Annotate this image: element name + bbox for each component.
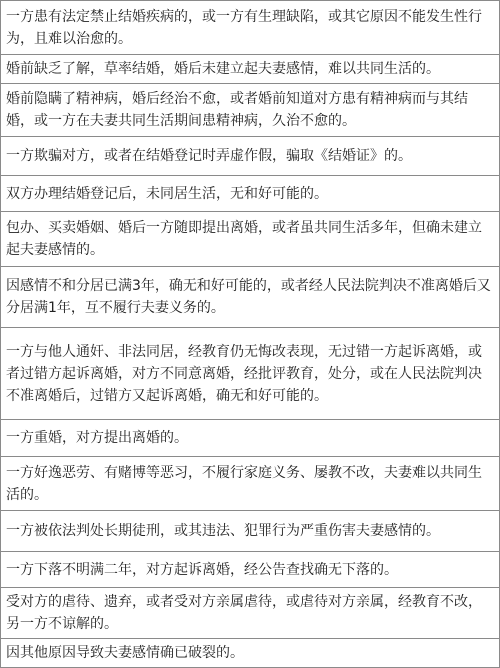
clause-cell: 因感情不和分居已满3年，确无和好可能的，或者经人民法院判决不准离婚后又分居满1年，互不履行夫妻义务的。 [1, 267, 500, 328]
table-row [1, 420, 500, 457]
table-row [1, 328, 500, 420]
table-row [1, 639, 500, 668]
table-row [1, 267, 500, 328]
table-row [1, 212, 500, 267]
clause-cell: 因其他原因导致夫妻感情确已破裂的。 [1, 639, 500, 668]
clause-cell: 一方重婚，对方提出离婚的。 [1, 420, 500, 457]
table-row [1, 588, 500, 639]
clause-cell: 双方办理结婚登记后，未同居生活，无和好可能的。 [1, 176, 500, 212]
clause-cell: 婚前隐瞒了精神病，婚后经治不愈，或者婚前知道对方患有精神病而与其结婚，或一方在夫妻共同生活期间患精神病，久治不愈的。 [1, 84, 500, 137]
table-row [1, 176, 500, 212]
clause-cell: 一方下落不明满二年，对方起诉离婚，经公告查找确无下落的。 [1, 552, 500, 588]
table-row [1, 1, 500, 55]
table-row [1, 511, 500, 552]
clause-cell: 婚前缺乏了解，草率结婚，婚后未建立起夫妻感情，难以共同生活的。 [1, 55, 500, 84]
table-row [1, 55, 500, 84]
clause-cell: 一方被依法判处长期徒刑，或其违法、犯罪行为严重伤害夫妻感情的。 [1, 511, 500, 552]
clause-cell: 一方患有法定禁止结婚疾病的，或一方有生理缺陷，或其它原因不能发生性行为，且难以治愈的。 [1, 1, 500, 55]
table-row [1, 457, 500, 511]
table-row [1, 84, 500, 137]
clause-cell: 受对方的虐待、遗弃，或者受对方亲属虐待，或虐待对方亲属，经教育不改，另一方不谅解的。 [1, 588, 500, 639]
table-row [1, 552, 500, 588]
clause-cell: 一方欺骗对方，或者在结婚登记时弄虚作假，骗取《结婚证》的。 [1, 137, 500, 176]
clause-cell: 一方好逸恶劳、有赌博等恶习，不履行家庭义务、屡教不改，夫妻难以共同生活的。 [1, 457, 500, 511]
clause-cell: 一方与他人通奸、非法同居，经教育仍无悔改表现，无过错一方起诉离婚，或者过错方起诉离婚，对方不同意离婚，经批评教育，处分，或在人民法院判决不准离婚后，过错方又起诉离婚，确无和好可能的。 [1, 328, 500, 420]
table-row [1, 137, 500, 176]
clause-cell: 包办、买卖婚姻、婚后一方随即提出离婚，或者虽共同生活多年，但确未建立起夫妻感情的。 [1, 212, 500, 267]
